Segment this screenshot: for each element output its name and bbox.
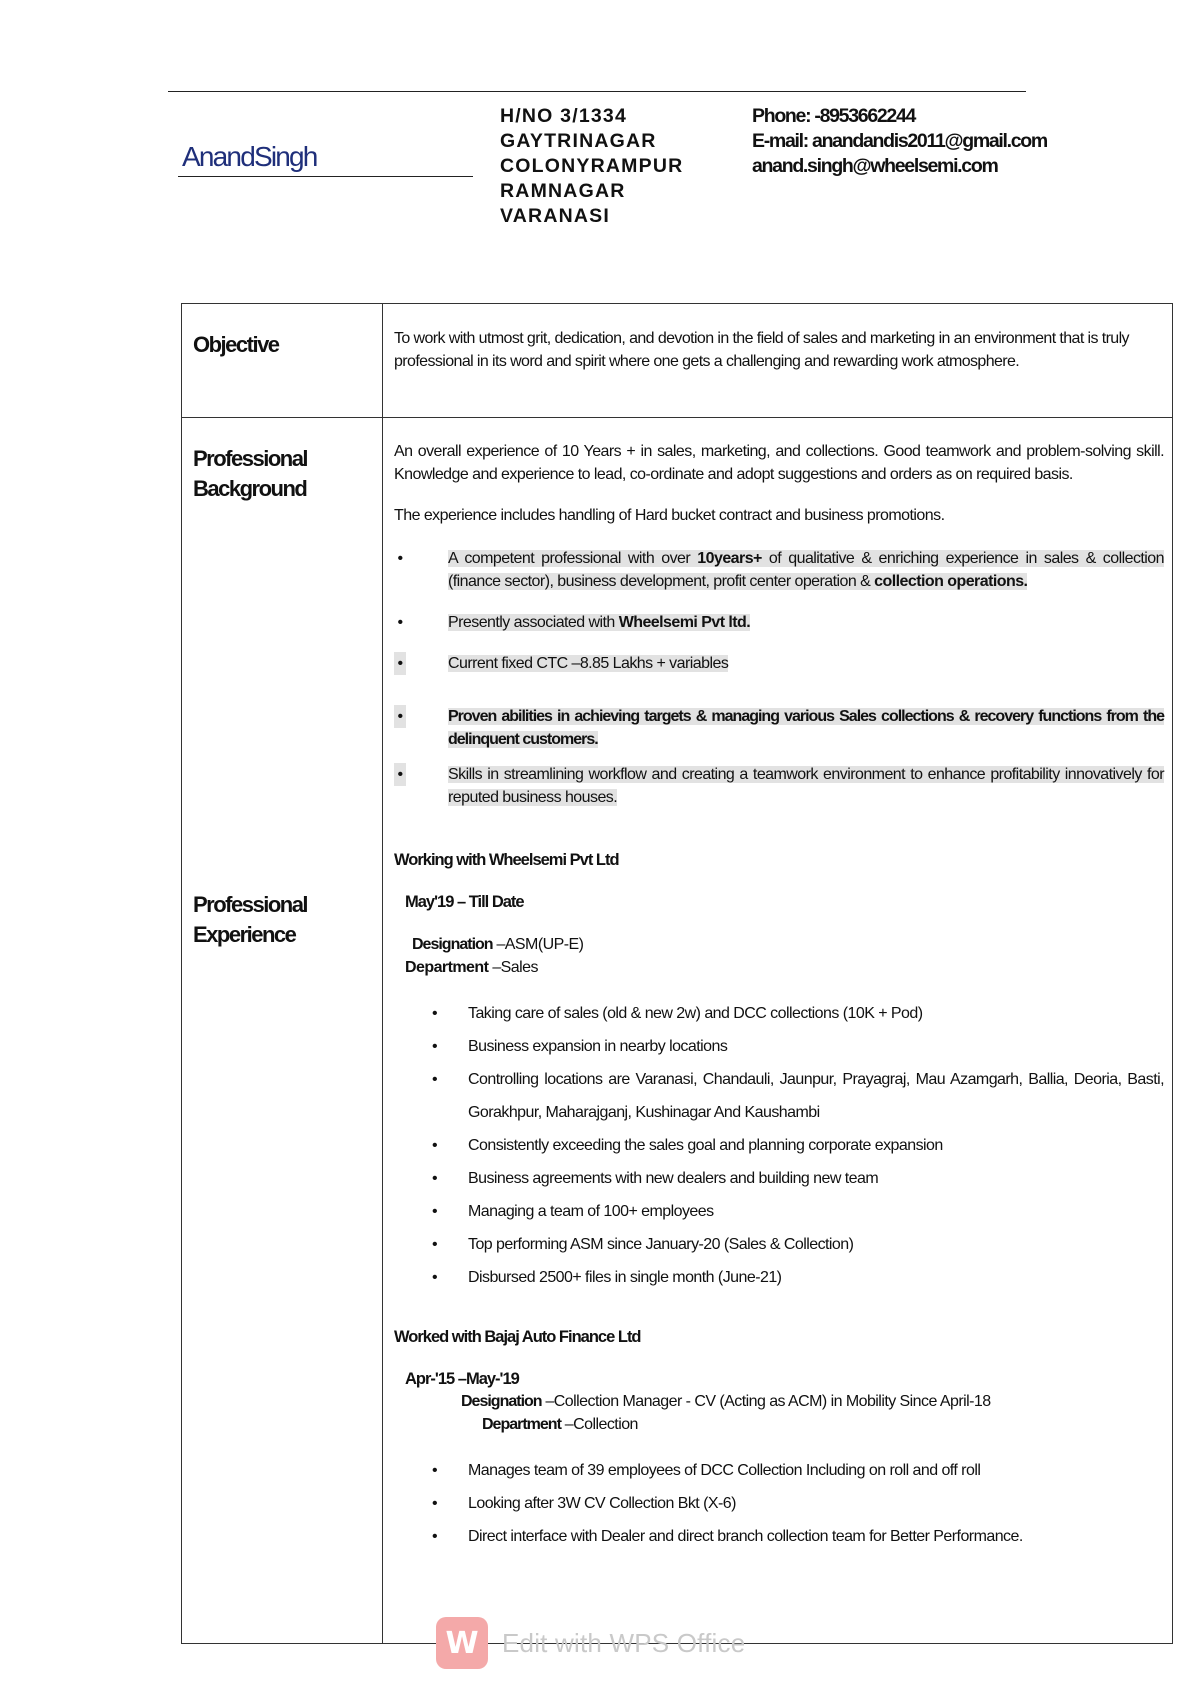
phone: Phone: -8953662244 [752, 105, 916, 127]
job-department [482, 1413, 1164, 1436]
address-line: RAMNAGAR [500, 180, 626, 202]
wps-logo-icon[interactable]: W [436, 1617, 488, 1669]
experience-label-line2: Experience [193, 922, 296, 947]
bullet-icon: • [432, 1203, 438, 1220]
bullet-icon: • [394, 705, 406, 728]
column-divider [382, 303, 383, 1644]
bullet-icon: • [432, 1071, 438, 1088]
highlight-text: Presently associated with [448, 614, 619, 631]
list-item [394, 652, 1164, 675]
name-underline [178, 176, 473, 177]
bullet-icon: • [432, 1236, 438, 1253]
duty-text: Top performing ASM since January-20 (Sales & Collection) [468, 1236, 854, 1253]
bullet-icon: • [394, 763, 406, 786]
experience-label-line1: Professional [193, 892, 308, 917]
list-item [394, 1063, 1164, 1129]
highlights-list [394, 547, 1164, 809]
background-label-line2: Background [193, 476, 307, 501]
objective-label [193, 330, 279, 360]
job-designation [412, 933, 1164, 956]
bullet-icon: • [432, 1495, 438, 1512]
address-line: H/NO 3/1334 [500, 105, 628, 127]
list-item [394, 1162, 1164, 1195]
department-value: –Sales [488, 959, 538, 976]
objective-text: To work with utmost grit, dedication, and devotion in the field of sales and marketing in an environment that is truly professional in its word and spirit where one gets a challenging and rewarding work atmosphere. [394, 330, 1129, 370]
duty-text: Managing a team of 100+ employees [468, 1203, 714, 1220]
designation-value: –ASM(UP-E) [492, 936, 584, 953]
watermark-text[interactable]: Edit with WPS Office [502, 1627, 746, 1658]
bullet-icon: • [397, 614, 403, 631]
list-item [394, 1520, 1164, 1553]
list-item [394, 997, 1164, 1030]
email-secondary[interactable]: anand.singh@wheelsemi.com [752, 155, 998, 177]
designation-label: Designation [412, 936, 493, 953]
highlight-text: Current fixed CTC –8.85 Lakhs + variables [448, 655, 729, 672]
highlight-bold: collection operations. [874, 573, 1028, 590]
list-item [394, 1228, 1164, 1261]
list-item [394, 547, 1164, 593]
highlight-text: A competent professional with over [448, 550, 698, 567]
duty-text: Disbursed 2500+ files in single month (June-21) [468, 1269, 782, 1286]
main-content [394, 440, 1164, 1553]
highlight-text: of qualitative & enriching experience in sales & collection (finance sector), business development, profit center operation & [448, 550, 1164, 590]
wps-watermark[interactable] [436, 1617, 745, 1669]
background-label [193, 444, 307, 504]
duty-text: Controlling locations are Varanasi, Chandauli, Jaunpur, Prayagraj, Mau Azamgarh, Ballia, Deoria, Basti, Gorakhpur, Maharajganj, Kushinagar And Kaushambi [468, 1071, 1164, 1121]
highlight-bold: 10years+ [697, 550, 762, 567]
duty-text: Business agreements with new dealers and building new team [468, 1170, 879, 1187]
job-title: Working with Wheelsemi Pvt Ltd [394, 851, 619, 869]
designation-value: –Collection Manager - CV (Acting as ACM) in Mobility Since April-18 [541, 1393, 991, 1410]
name-block [178, 140, 473, 177]
job-department [405, 956, 1164, 979]
bullet-icon: • [432, 1005, 438, 1022]
duty-text: Taking care of sales (old & new 2w) and DCC collections (10K + Pod) [468, 1005, 923, 1022]
job-title: Worked with Bajaj Auto Finance Ltd [394, 1328, 641, 1346]
list-item [394, 611, 1164, 634]
list-item [394, 1261, 1164, 1294]
duty-text: Manages team of 39 employees of DCC Collection Including on roll and off roll [468, 1462, 981, 1479]
list-item [394, 1454, 1164, 1487]
list-item [394, 1030, 1164, 1063]
job2-duties [394, 1454, 1164, 1553]
candidate-name: AnandSingh [182, 141, 317, 172]
list-item [394, 1195, 1164, 1228]
duty-text: Business expansion in nearby locations [468, 1038, 728, 1055]
background-paragraph: An overall experience of 10 Years + in sales, marketing, and collections. Good teamwork and problem-solving skill. Knowledge and experience to lead, co-ordinate and adopt suggestions and orders as on required basis. [394, 443, 1164, 483]
address-line: VARANASI [500, 205, 610, 227]
department-label: Department [482, 1416, 561, 1433]
job1-duties [394, 997, 1164, 1294]
top-rule [168, 91, 1026, 92]
bullet-icon: • [432, 1528, 438, 1545]
job-designation [461, 1390, 1164, 1413]
designation-label: Designation [461, 1393, 542, 1410]
list-item [394, 1129, 1164, 1162]
bullet-icon: • [432, 1462, 438, 1479]
address-line: GAYTRINAGAR [500, 130, 657, 152]
address-line: COLONYRAMPUR [500, 155, 684, 177]
highlight-text: Skills in streamlining workflow and creating a teamwork environment to enhance profitability innovatively for reputed business houses. [448, 766, 1164, 806]
email-primary[interactable]: E-mail: anandandis2011@gmail.com [752, 130, 1047, 152]
objective-label-text: Objective [193, 332, 279, 357]
row-divider [181, 417, 1173, 418]
department-value: –Collection [560, 1416, 638, 1433]
list-item [394, 705, 1164, 751]
bullet-icon: • [432, 1170, 438, 1187]
address-block [500, 104, 683, 229]
duty-text: Looking after 3W CV Collection Bkt (X-6) [468, 1495, 736, 1512]
department-label: Department [405, 959, 489, 976]
bullet-icon: • [432, 1137, 438, 1154]
bullet-icon: • [432, 1269, 438, 1286]
duty-text: Consistently exceeding the sales goal and planning corporate expansion [468, 1137, 943, 1154]
job-dates: May'19 – Till Date [405, 893, 524, 911]
duty-text: Direct interface with Dealer and direct branch collection team for Better Performance. [468, 1528, 1023, 1545]
bullet-icon: • [397, 550, 403, 567]
list-item [394, 1487, 1164, 1520]
list-item [394, 763, 1164, 809]
background-paragraph-2: The experience includes handling of Hard bucket contract and business promotions. [394, 507, 945, 524]
highlight-text: Proven abilities in achieving targets & managing various Sales collections & recovery functions from the delinquent customers. [448, 708, 1164, 748]
background-label-line1: Professional [193, 446, 308, 471]
bullet-icon: • [432, 1038, 438, 1055]
contact-block [752, 104, 1047, 179]
bullet-icon: • [394, 652, 406, 675]
highlight-bold: Wheelsemi Pvt ltd. [618, 614, 751, 631]
job-dates: Apr-'15 –May-'19 [405, 1370, 519, 1388]
experience-label [193, 890, 307, 950]
